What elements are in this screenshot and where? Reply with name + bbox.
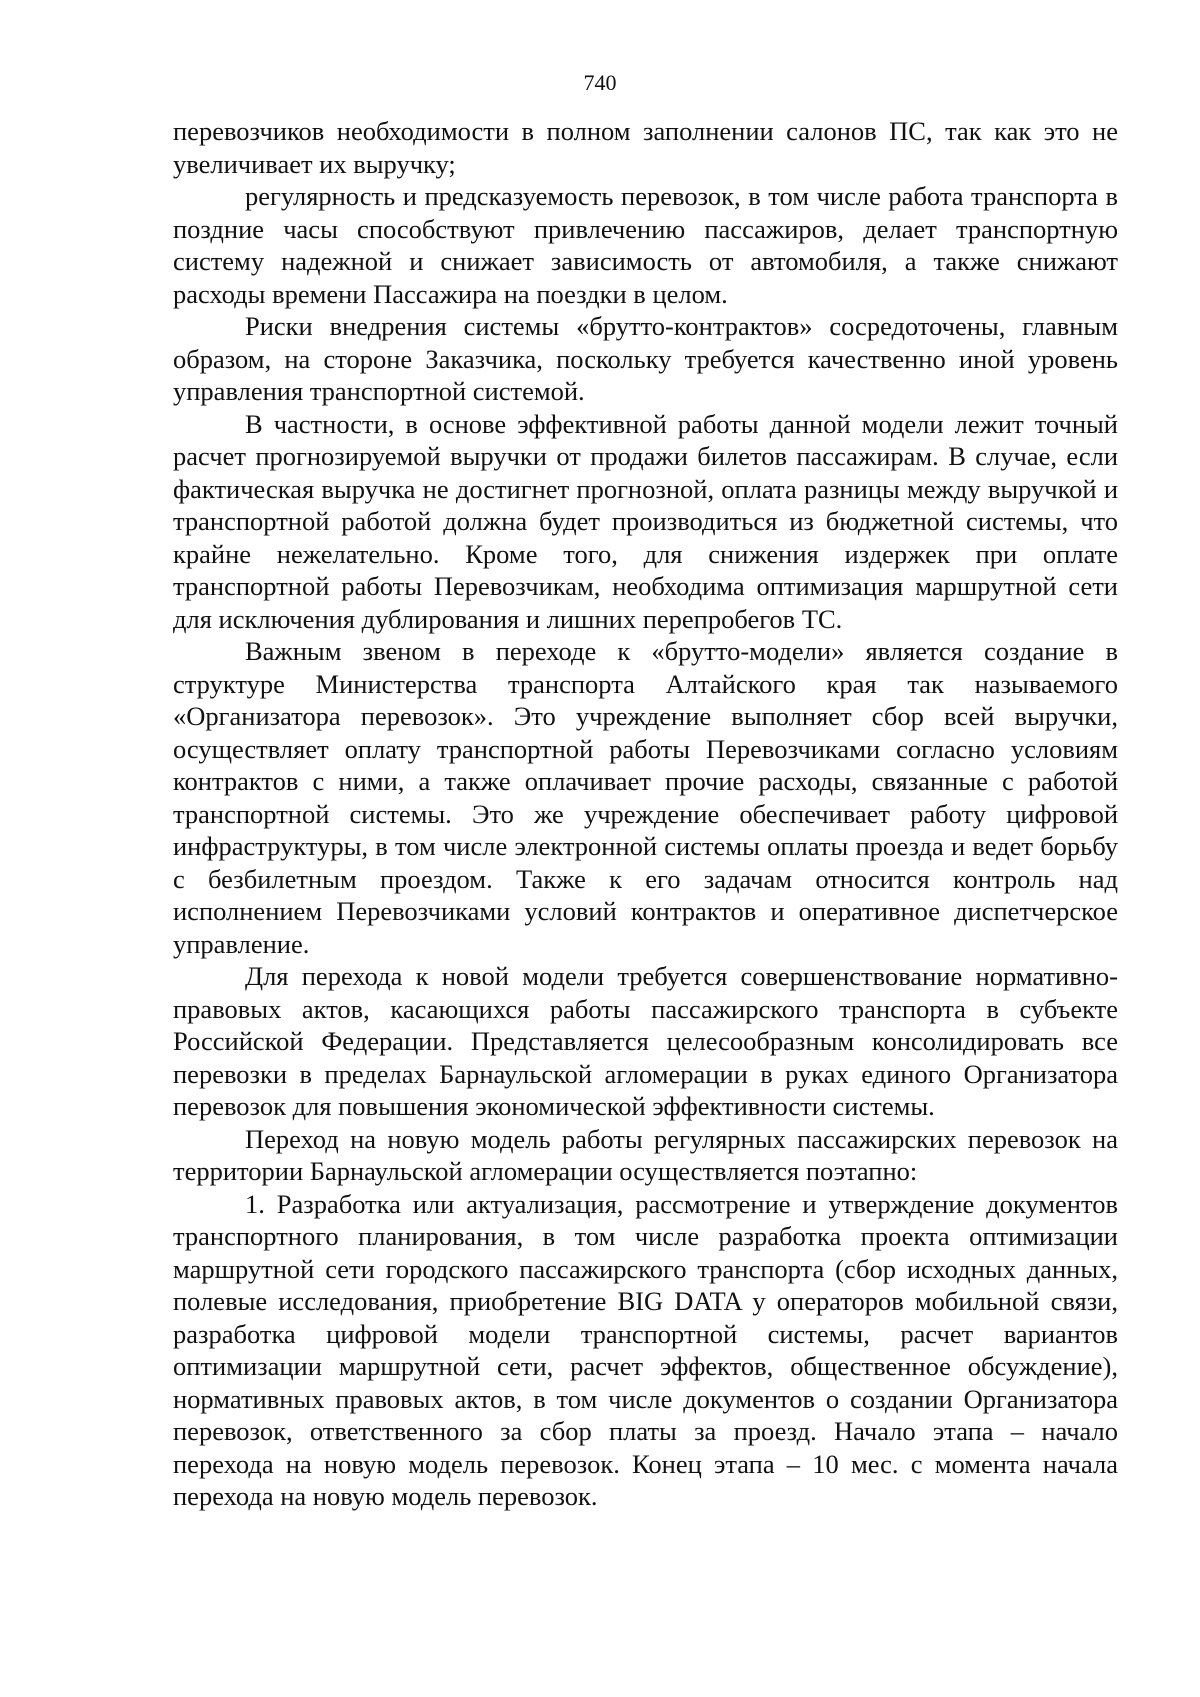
paragraph-regularity: регулярность и предсказуемость перевозок, в том числе работа транспорта в поздние часы способствуют привлечению пассажиров, делает транспортную систему надежной и снижает зависимость от автомобиля, а также снижают расходы времени Пассажира на поездки в целом.: [173, 181, 1118, 309]
paragraph-risks: Риски внедрения системы «брутто-контрактов» сосредоточены, главным образом, на стороне Заказчика, поскольку требуется качественно иной уровень управления транспортной системой.: [173, 311, 1118, 406]
paragraph-legal-acts: Для перехода к новой модели требуется совершенствование нормативно-правовых актов, касающихся работы пассажирского транспорта в субъекте Российской Федерации. Представляется целесообразным консолидировать все перевозки в пределах Барнаульской агломерации в руках единого Организатора перевозок для повышения экономической эффективности системы.: [173, 961, 1118, 1121]
paragraph-transition-intro: Переход на новую модель работы регулярных пассажирских перевозок на территории Барнаульской агломерации осуществляется поэтапно:: [173, 1123, 1118, 1186]
paragraph-continuation: перевозчиков необходимости в полном заполнении салонов ПС, так как это не увеличивает их выручку;: [173, 116, 1118, 179]
paragraph-stage-1: 1. Разработка или актуализация, рассмотрение и утверждение документов транспортного планирования, в том числе разработка проекта оптимизации маршрутной сети городского пассажирского транспорта (сбор исходных данных, полевые исследования, приобретение BIG DATA у операторов мобильной связи, разработка цифровой модели транспортной системы, расчет вариантов оптимизации маршрутной сети, расчет эффектов, общественное обсуждение), нормативных правовых актов, в том числе документов о создании Организатора перевозок, ответственного за сбор платы за проезд. Начало этапа – начало перехода на новую модель перевозок. Конец этапа – 10 мес. с момента начала перехода на новую модель перевозок.: [173, 1188, 1118, 1511]
document-body: [173, 115, 1118, 1513]
paragraph-transport-organizer: Важным звеном в переходе к «брутто-модели» является создание в структуре Министерства транспорта Алтайского края так называемого «Организатора перевозок». Это учреждение выполняет сбор всей выручки, осуществляет оплату транспортной работы Перевозчиками согласно условиям контрактов с ними, а также оплачивает прочие расходы, связанные с работой транспортной системы. Это же учреждение обеспечивает работу цифровой инфраструктуры, в том числе электронной системы оплаты проезда и ведет борьбу с безбилетным проездом. Также к его задачам относится контроль над исполнением Перевозчиками условий контрактов и оперативное диспетчерское управление.: [173, 636, 1118, 959]
paragraph-revenue-forecast: В частности, в основе эффективной работы данной модели лежит точный расчет прогнозируемой выручки от продажи билетов пассажирам. В случае, если фактическая выручка не достигнет прогнозной, оплата разницы между выручкой и транспортной работой должна будет производиться из бюджетной системы, что крайне нежелательно. Кроме того, для снижения издержек при оплате транспортной работы Перевозчикам, необходима оптимизация маршрутной сети для исключения дублирования и лишних перепробегов ТС.: [173, 408, 1118, 634]
page-number: 740: [583, 70, 617, 95]
